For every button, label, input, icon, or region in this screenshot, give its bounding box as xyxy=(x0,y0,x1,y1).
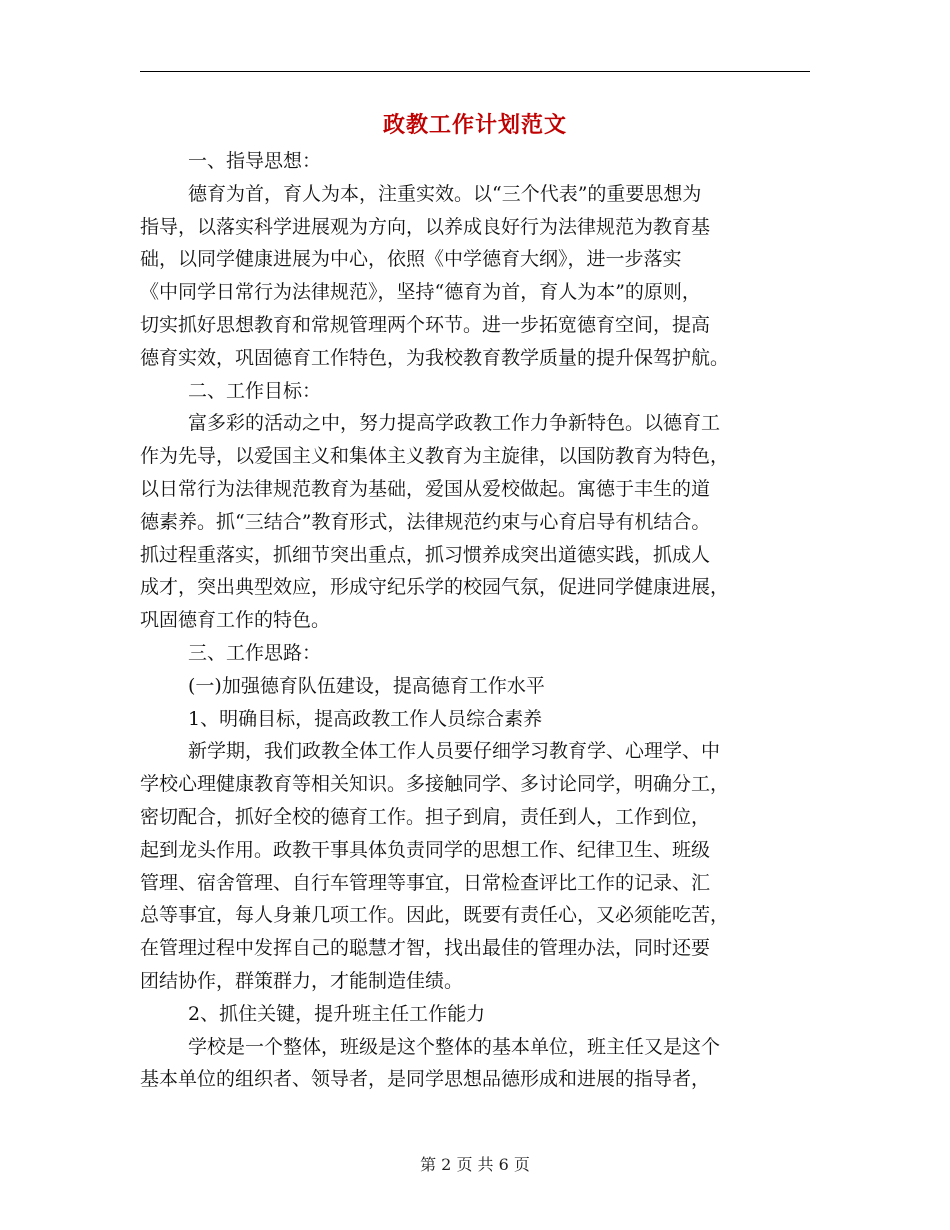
paragraph-line: 德素养。抓“三结合”教育形式，法律规范约束与心育启导有机结合。 xyxy=(140,510,711,533)
paragraph-line: 总等事宜，每人身兼几项工作。因此，既要有责任心，又必须能吃苦， xyxy=(140,904,730,927)
paragraph-line: 一、指导思想： xyxy=(188,150,322,172)
paragraph-line: 学校是一个整体，班级是这个整体的基本单位，班主任又是这个 xyxy=(188,1035,721,1058)
paragraph-line: 《中同学日常行为法律规范》，坚持“德育为首，育人为本”的原则， xyxy=(140,281,701,304)
paragraph-line: (一)加强德育队伍建设，提高德育工作水平 xyxy=(188,674,545,697)
paragraph-line: 学校心理健康教育等相关知识。多接触同学、多讨论同学，明确分工， xyxy=(140,773,730,796)
paragraph-line: 作为先导，以爱国主义和集体主义教育为主旋律，以国防教育为特色， xyxy=(140,445,730,468)
paragraph-line: 巩固德育工作的特色。 xyxy=(140,609,331,632)
document-title: 政教工作计划范文 xyxy=(382,112,567,138)
paragraph-line: 以日常行为法律规范教育为基础，爱国从爱校做起。寓德于丰生的道 xyxy=(140,477,711,500)
paragraph-line: 2、抓住关键，提升班主任工作能力 xyxy=(188,1002,486,1025)
document-body xyxy=(140,145,812,1096)
paragraph-line: 管理、宿舍管理、自行车管理等事宜，日常检查评比工作的记录、汇 xyxy=(140,871,711,894)
paragraph-line: 德育实效，巩固德育工作特色，为我校教育教学质量的提升保驾护航。 xyxy=(140,346,730,369)
paragraph-line: 抓过程重落实，抓细节突出重点，抓习惯养成突出道德实践，抓成人 xyxy=(140,543,711,566)
paragraph-line: 础，以同学健康进展为中心，依照《中学德育大纲》，进一步落实 xyxy=(140,248,682,271)
header-rule xyxy=(140,71,810,72)
paragraph-line: 三、工作思路： xyxy=(188,641,322,664)
paragraph-line: 起到龙头作用。政教干事具体负责同学的思想工作、纪律卫生、班级 xyxy=(140,838,711,861)
paragraph-line: 基本单位的组织者、领导者，是同学思想品德形成和进展的指导者， xyxy=(140,1068,711,1091)
paragraph-line: 1、明确目标，提高政教工作人员综合素养 xyxy=(188,707,543,730)
paragraph-line: 二、工作目标： xyxy=(188,379,322,402)
paragraph-line: 指导，以落实科学进展观为方向，以养成良好行为法律规范为教育基 xyxy=(140,215,711,238)
paragraph-line: 密切配合，抓好全校的德育工作。担子到肩，责任到人，工作到位， xyxy=(140,805,711,828)
paragraph-line: 团结协作，群策群力，才能制造佳绩。 xyxy=(140,969,464,992)
paragraph-line: 在管理过程中发挥自己的聪慧才智，找出最佳的管理办法，同时还要 xyxy=(140,937,711,960)
paragraph-line: 德育为首，育人为本，注重实效。以“三个代表”的重要思想为 xyxy=(188,182,702,205)
paragraph-line: 新学期，我们政教全体工作人员要仔细学习教育学、心理学、中 xyxy=(188,740,721,763)
paragraph-line: 切实抓好思想教育和常规管理两个环节。进一步拓宽德育空间，提高 xyxy=(140,313,711,336)
page-number-footer: 第 2 页 共 6 页 xyxy=(420,1155,530,1174)
paragraph-line: 富多彩的活动之中，努力提高学政教工作力争新特色。以德育工 xyxy=(188,412,721,435)
paragraph-line: 成才，突出典型效应，形成守纪乐学的校园气氛，促进同学健康进展， xyxy=(140,576,730,599)
